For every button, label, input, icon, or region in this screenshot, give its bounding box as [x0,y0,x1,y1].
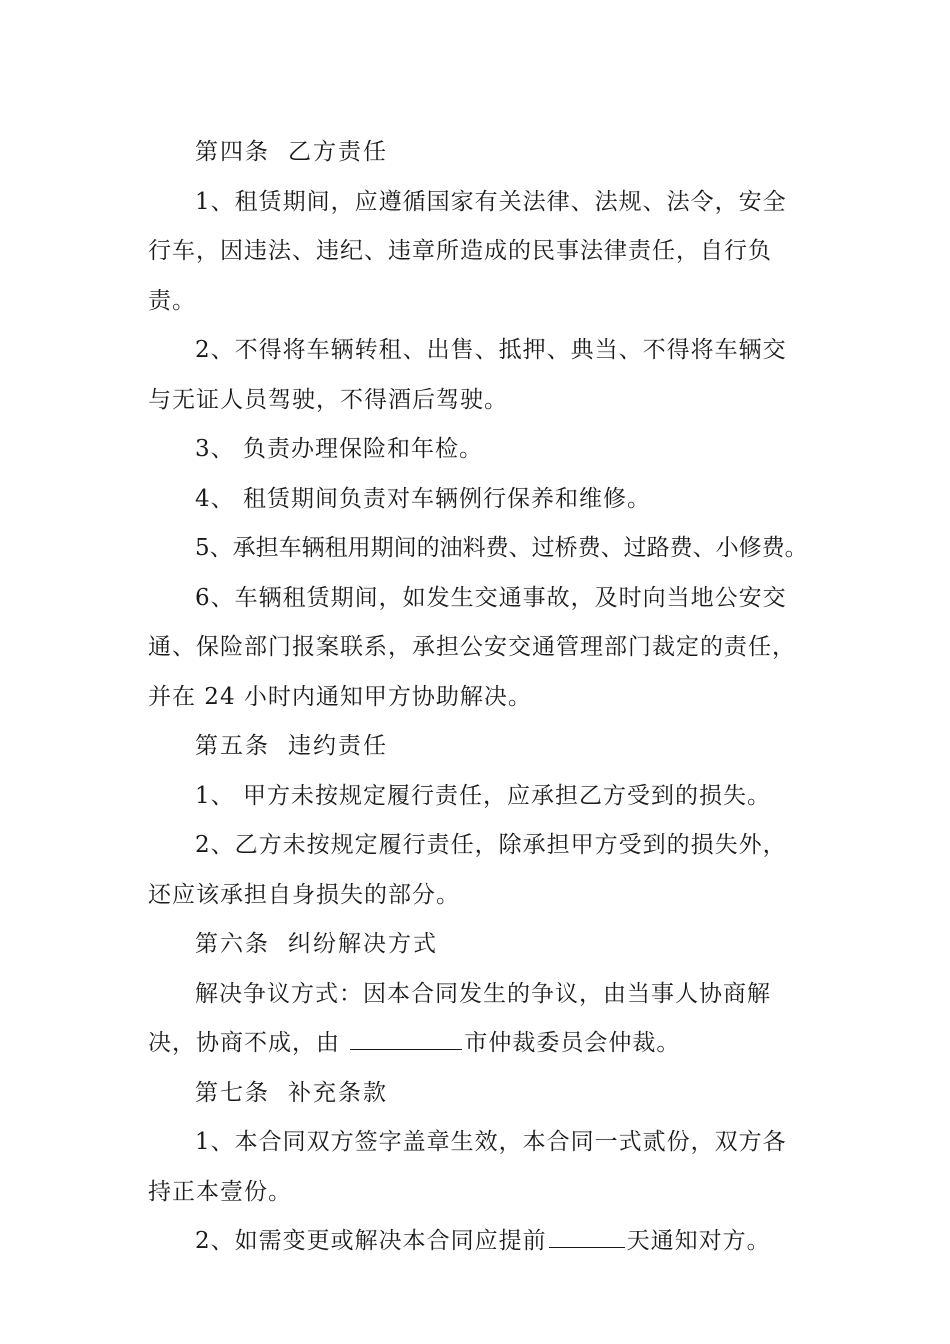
notice-days-blank [549,1225,625,1248]
article-4-item-3: 3、 负责办理保险和年检。 [195,436,483,462]
article-6-number: 第六条 [195,931,270,957]
article-6-title: 纠纷解决方式 [288,931,438,957]
article-5-title: 违约责任 [288,733,388,759]
article-5-item-2: 2、乙方未按规定履行责任，除承担甲方受到的损失外，还应该承担自身损失的部分。 [148,832,787,908]
article-5-heading [148,722,808,772]
article-6-text-before: 解决争议方式：因本合同发生的争议，由当事人协商解决，协商不成，由 [148,980,771,1056]
article-7-item-2-after: 天通知对方。 [626,1228,771,1254]
article-4-item-2: 2、不得将车辆转租、出售、抵押、典当、不得将车辆交与无证人员驾驶，不得酒后驾驶。 [148,337,787,413]
arbitration-city-blank [350,1027,462,1050]
article-7-item-1: 1、本合同双方签字盖章生效，本合同一式贰份，双方各持正本壹份。 [148,1129,787,1205]
article-4-item-4: 4、 租赁期间负责对车辆例行保养和维修。 [195,485,651,512]
article-4-heading [148,128,808,178]
article-4-item-6: 6、车辆租赁期间，如发生交通事故，及时向当地公安交通、保险部门报案联系，承担公安交通管理部门裁定的责任，并在 24 小时内通知甲方协助解决。 [148,584,796,710]
article-4-item-5: 5、承担车辆租用期间的油料费、过桥费、过路费、小修费。 [195,535,808,561]
article-6-text-after: 市仲裁委员会仲裁。 [464,1030,681,1056]
article-4-item-1: 1、租赁期间，应遵循国家有关法律、法规、法令，安全行车，因违法、违纪、违章所造成的民事法律责任，自行负责。 [148,188,787,314]
article-6-heading [148,920,808,970]
article-7-item-2 [148,1217,808,1267]
article-4-title: 乙方责任 [288,139,388,165]
article-7-number: 第七条 [195,1079,270,1106]
article-5-number: 第五条 [195,733,270,759]
contract-body [148,128,808,1267]
article-7-heading [148,1069,808,1119]
article-4-number: 第四条 [195,139,270,165]
article-7-title: 补充条款 [288,1079,388,1106]
article-7-item-2-before: 2、如需变更或解决本合同应提前 [195,1228,547,1254]
article-5-item-1: 1、 甲方未按规定履行责任，应承担乙方受到的损失。 [195,782,771,809]
article-6-text [148,970,808,1069]
